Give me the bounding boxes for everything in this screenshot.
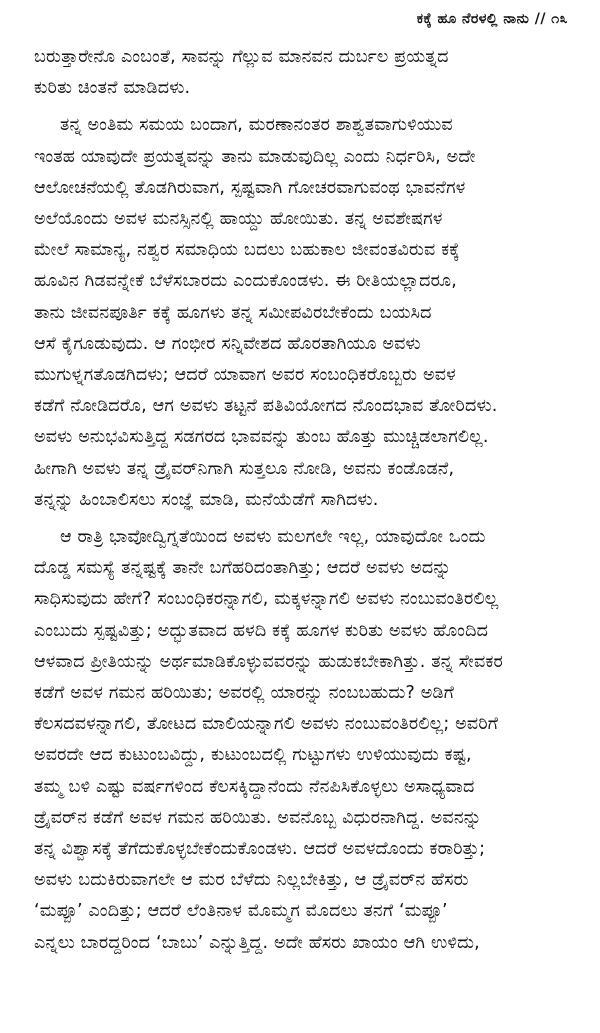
text-line: ಎಂಬುದು ಸ್ಪಷ್ಟವಿತ್ತು; ಅದ್ಭುತವಾದ ಹಳದಿ ಕಕ್ಕೆ ಹೂಗಳ ಕುರಿತು ಅವಳು ಹೊಂದಿದ xyxy=(34,620,489,641)
text-line: ಕುರಿತು ಚಿಂತನೆ ಮಾಡಿದಳು. xyxy=(34,78,191,99)
text-line: ಹೀಗಾಗಿ ಅವಳು ತನ್ನ ಡ್ರೈವರ್‌ನಿಗಾಗಿ ಸುತ್ತಲೂ ನೋಡಿ, ಅವನು ಕಂಡೊಡನೆ, xyxy=(34,458,455,479)
text-line: ಎನ್ನಲು ಬಾರದ್ದರಿಂದ ‘ಬಾಬು’ ಎನ್ನುತ್ತಿದ್ದ. ಅದೇ ಹೆಸರು ಖಾಯಂ ಆಗಿ ಉಳಿದು, xyxy=(34,932,480,953)
text-line: ಆಲೋಚನೆಯಲ್ಲಿ ತೊಡಗಿರುವಾಗ, ಸ್ಪಷ್ಟವಾಗಿ ಗೋಚರವಾಗುವಂಥ ಭಾವನೆಗಳ xyxy=(34,177,466,198)
text-line: ಸಾಧಿಸುವುದು ಹೇಗೆ? ಸಂಬಂಧಿಕರನ್ನಾಗಲಿ, ಮಕ್ಕಳನ್ನಾಗಲಿ ಅವಳು ನಂಬುವಂತಿರಲಿಲ್ಲ xyxy=(34,589,499,610)
paragraph-2 xyxy=(34,110,572,516)
text-line: ದೊಡ್ಡ ಸಮಸ್ಯೆ ತನ್ನಷ್ಟಕ್ಕೆ ತಾನೇ ಬಗೆಹರಿದಂತಾಗಿತ್ತು; ಆದರೆ ಅವಳು ಅದನ್ನು xyxy=(34,558,452,579)
text-line: ಅವಳು ಬದುಕಿರುವಾಗಲೇ ಆ ಮರ ಬೆಳೆದು ನಿಲ್ಲಬೇಕಿತ್ತು, ಆ ಡ್ರೈವರ್‌ನ ಹೆಸರು xyxy=(34,870,469,891)
text-line: ತಮ್ಮ ಬಳಿ ಎಷ್ಟು ವರ್ಷಗಳಿಂದ ಕೆಲಸಕ್ಕಿದ್ದಾನೆಂದು ನೆನಪಿಸಿಕೊಳ್ಳಲು ಅಸಾಧ್ಯವಾದ xyxy=(34,776,475,797)
running-header: ಕಕ್ಕೆ ಹೂ ನೆರಳಲ್ಲಿ ನಾನು // ೧೩ xyxy=(416,11,568,27)
text-line: ತಾನು ಜೀವನಪೂರ್ತಿ ಕಕ್ಕೆ ಹೂಗಳು ತನ್ನ ಸಮೀಪವಿರಬೇಕೆಂದು ಬಯಸಿದ xyxy=(34,302,432,323)
text-line: ಕೆಲಸದವಳನ್ನಾಗಲಿ, ತೋಟದ ಮಾಲಿಯನ್ನಾಗಲಿ ಅವಳು ನಂಬುವಂತಿರಲಿಲ್ಲ; ಅವರಿಗೆ xyxy=(34,714,499,735)
text-line: ತನ್ನ ವಿಶ್ವಾಸಕ್ಕೆ ತೆಗೆದುಕೊಳ್ಳಬೇಕೆಂದುಕೊಂಡಳು. ಆದರೆ ಅವಳದೊಂದು ಕರಾರಿತ್ತು; xyxy=(34,839,486,860)
text-line: ಕಡೆಗೆ ನೋಡಿದರೊ, ಆಗ ಅವಳು ತಟ್ಟನೆ ಪತಿವಿಯೋಗದ ನೊಂದಭಾವ ತೋರಿದಳು. xyxy=(34,396,498,417)
text-line: ಮೇಲೆ ಸಾಮಾನ್ಯ, ನಶ್ವರ ಸಮಾಧಿಯ ಬದಲು ಬಹುಕಾಲ ಜೀವಂತವಿರುವ ಕಕ್ಕೆ xyxy=(34,240,460,261)
text-line: ‘ಮಪ್ಪೂ’ ಎಂದಿತ್ತು; ಆದರೆ ಲೆಂತಿನಾಳ ಮೊಮ್ಮಗ ಮೊದಲು ತನಗೆ ‘ಮಪ್ಪೂ’ xyxy=(34,901,448,922)
text-line: ಹೂವಿನ ಗಿಡವನ್ನೇಕೆ ಬೆಳೆಸಬಾರದು ಎಂದುಕೊಂಡಳು. ಈ ರೀತಿಯಲ್ಲಾದರೂ, xyxy=(34,271,457,292)
text-line: ಆ ರಾತ್ರಿ ಭಾವೋದ್ವಿಗ್ನತೆಯಿಂದ ಅವಳು ಮಲಗಲೇ ಇಲ್ಲ, ಯಾವುದೋ ಒಂದು xyxy=(60,527,486,548)
text-line: ಕಡೆಗೆ ಅವಳ ಗಮನ ಹರಿಯಿತು; ಅವರಲ್ಲಿ ಯಾರನ್ನು ನಂಬಬಹುದು? ಅಡಿಗೆ xyxy=(34,683,455,704)
text-line: ಅಲೆಯೊಂದು ಅವಳ ಮನಸ್ಸಿನಲ್ಲಿ ಹಾಯ್ದು ಹೋಯಿತು. ತನ್ನ ಅವಶೇಷಗಳ xyxy=(34,209,443,230)
text-line: ಅವಳು ಅನುಭವಿಸುತ್ತಿದ್ದ ಸಡಗರದ ಭಾವವನ್ನು ತುಂಬ ಹೊತ್ತು ಮುಚ್ಚಿಡಲಾಗಲಿಲ್ಲ. xyxy=(34,427,489,448)
text-line: ಡ್ರೈವರ್‌ನ ಕಡೆಗೆ ಅವಳ ಗಮನ ಹರಿಯಿತು. ಅವನೊಬ್ಬ ವಿಧುರನಾಗಿದ್ದ. ಅವನನ್ನು xyxy=(34,807,482,828)
text-line: ಇಂತಹ ಯಾವುದೇ ಪ್ರಯತ್ನವನ್ನು ತಾನು ಮಾಡುವುದಿಲ್ಲ ಎಂದು ನಿರ್ಧರಿಸಿ, ಅದೇ xyxy=(34,146,476,167)
paragraph-3 xyxy=(34,522,572,959)
text-line: ತನ್ನ ಅಂತಿಮ ಸಮಯ ಬಂದಾಗ, ಮರಣಾನಂತರ ಶಾಶ್ವತವಾಗುಳಿಯುವ xyxy=(60,115,453,136)
text-line: ಆಸೆ ಕೈಗೂಡುವುದು. ಆ ಗಂಭೀರ ಸನ್ನಿವೇಶದ ಹೊರತಾಗಿಯೂ ಅವಳು xyxy=(34,333,421,354)
text-line: ತನ್ನನ್ನು ಹಿಂಬಾಲಿಸಲು ಸಂಜ್ಞೆ ಮಾಡಿ, ಮನೆಯೆಡೆಗೆ ಸಾಗಿದಳು. xyxy=(34,489,379,510)
text-line: ಆಳವಾದ ಪ್ರೀತಿಯನ್ನು ಅರ್ಥಮಾಡಿಕೊಳ್ಳುವವರನ್ನು ಹುಡುಕಬೇಕಾಗಿತ್ತು. ತನ್ನ ಸೇವಕರ xyxy=(34,651,503,672)
text-line: ಅವರದೇ ಆದ ಕುಟುಂಬವಿದ್ದು, ಕುಟುಂಬದಲ್ಲಿ ಗುಟ್ಟುಗಳು ಉಳಿಯುವುದು ಕಷ್ಟ, xyxy=(34,745,472,766)
text-line: ಬರುತ್ತಾರೇನೊ ಎಂಬಂತೆ, ಸಾವನ್ನು ಗೆಲ್ಲುವ ಮಾನವನ ದುರ್ಬಲ ಪ್ರಯತ್ನದ xyxy=(34,47,449,67)
paragraph-1 xyxy=(34,42,572,104)
text-line: ಮುಗುಳ್ನಗತೊಡಗಿದಳು; ಆದರೆ ಯಾವಾಗ ಅವರ ಸಂಬಂಧಿಕರೊಬ್ಬರು ಅವಳ xyxy=(34,365,456,386)
